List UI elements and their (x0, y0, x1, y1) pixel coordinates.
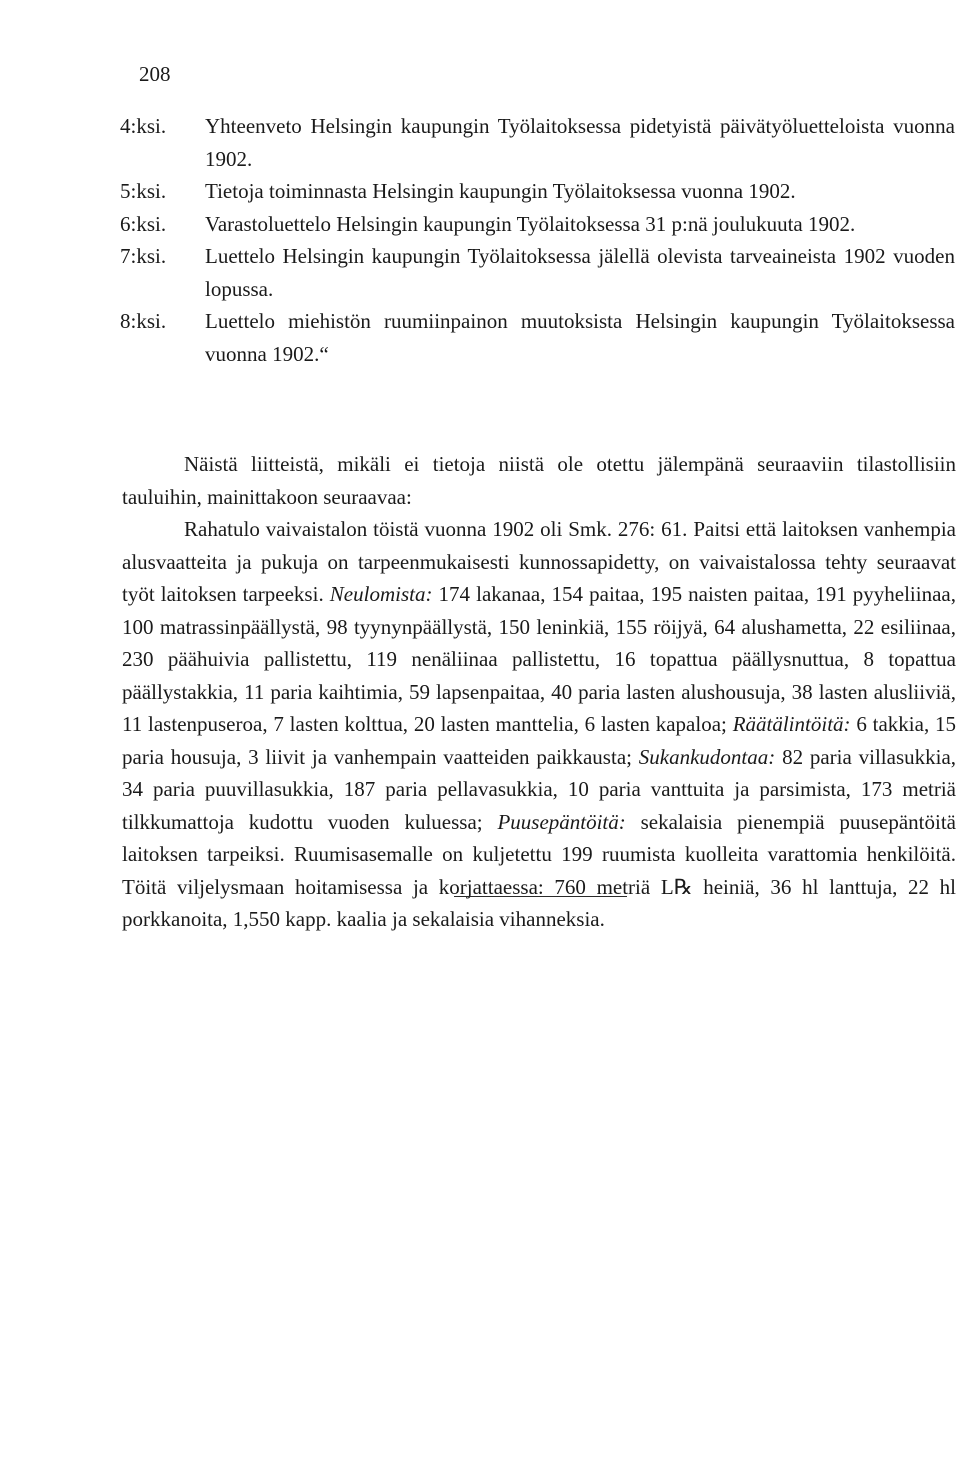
page-number: 208 (139, 62, 171, 86)
appendix-item-5 (120, 175, 955, 208)
text-carpentry: sekalaisia pienempiä puusepäntöitä laitoksen tarpeiksi. Ruumisasemalle on kuljetettu 199 ruumista kuolleita varattomia henkilöitä. Töitä viljelysmaan hoitamisessa ja korjattaessa: 760 metriä L℞ heiniä, 36 hl lanttuja, 22 hl porkkanoita, 1,550 kapp. kaalia ja sekalaisia vihanneksia. (122, 809, 956, 931)
heading-carpentry: Puusepäntöitä: (497, 809, 626, 834)
appendix-item-7 (120, 240, 955, 305)
body-text (122, 448, 956, 936)
appendix-label: 7:ksi. (120, 244, 167, 268)
appendix-label: 4:ksi. (120, 114, 167, 138)
paragraph-works (122, 513, 956, 936)
text-tailoring: 6 takkia, 15 paria housuja, 3 liivit ja vanhempain vaatteiden paikkausta; (122, 712, 957, 769)
appendix-text: Luettelo miehistön ruumiinpainon muutoksista Helsingin kaupungin Työlaitoksessa vuonna 1902.“ (205, 309, 955, 366)
appendix-label: 5:ksi. (120, 179, 167, 203)
appendix-list (120, 110, 955, 370)
works-lead: Rahatulo vaivaistalon töistä vuonna 1902 oli Smk. 276: 61. Paitsi että laitoksen vanhempia alusvaatteita ja pukuja on tarpeenmukaisesti kunnossapidetty, on vaivaistalossa tehty seuraavat työt laitoksen tarpeeksi. (122, 517, 956, 606)
appendix-text: Tietoja toiminnasta Helsingin kaupungin Työlaitoksessa vuonna 1902. (205, 179, 796, 203)
heading-knitting: Sukankudontaa: (638, 744, 776, 769)
section-divider (454, 896, 627, 897)
appendix-item-4 (120, 110, 955, 175)
heading-tailoring: Räätälintöitä: (732, 712, 851, 736)
appendix-text: Luettelo Helsingin kaupungin Työlaitoksessa jälellä olevista tarveaineista 1902 vuoden lopussa. (205, 244, 955, 301)
heading-sewing: Neulomista: (329, 582, 433, 606)
appendix-label: 6:ksi. (120, 211, 167, 236)
appendix-item-8 (120, 305, 955, 370)
paragraph-intro: Näistä liitteistä, mikäli ei tietoja niistä ole otettu jälempänä seuraaviin tilastollisiin tauluihin, mainittakoon seuraavaa: (122, 452, 956, 509)
text-knitting: 82 paria villasukkia, 34 paria puuvillasukkia, 187 paria pellavasukkia, 10 paria vanttuita ja parsimista, 173 metriä tilkkumattoja kudottu vuoden kuluessa; (122, 744, 957, 834)
text-sewing: 174 lakanaa, 154 paitaa, 195 naisten paitaa, 191 pyyheliinaa, 100 matrassinpäällystä, 98 tyynynpäällystä, 150 leninkiä, 155 röijyä, 64 alushametta, 22 esiliinaa, 230 päähuivia pallistettu, 119 nenäliinaa pallistettu, 16 topattua päällysnuttua, 8 topattua päällystakkia, 11 paria kaihtimia, 59 lapsenpaitaa, 40 paria lasten alushousuja, 38 lasten alusliiviä, 11 lastenpuseroa, 7 lasten kolttua, 20 lasten manttelia, 6 lasten kapaloa; (122, 582, 956, 736)
appendix-text: Yhteenveto Helsingin kaupungin Työlaitoksessa pidetyistä päivätyöluetteloista vuonna 1902. (205, 114, 955, 171)
appendix-label: 8:ksi. (120, 309, 167, 333)
appendix-item-6 (120, 208, 955, 241)
appendix-text: Varastoluettelo Helsingin kaupungin Työlaitoksessa 31 p:nä joulukuuta 1902. (205, 211, 856, 236)
